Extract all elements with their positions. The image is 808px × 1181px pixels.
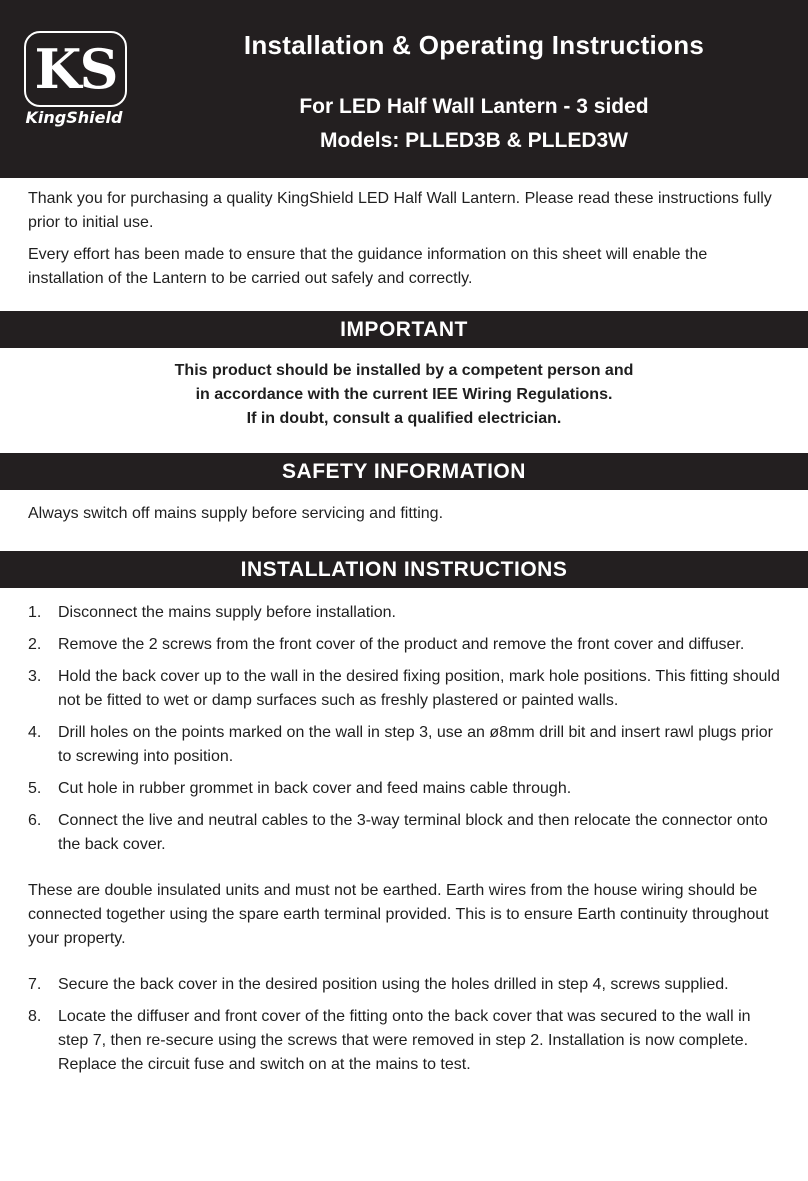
step-number: 2. [28, 636, 42, 653]
safety-text: Always switch off mains supply before servicing and fitting. [28, 505, 444, 522]
intro-paragraph-1: Thank you for purchasing a quality KingShield LED Half Wall Lantern. Please read these instructions fully prior to initial use. [28, 190, 772, 231]
step-text: Drill holes on the points marked on the wall in step 3, use an ø8mm drill bit and insert rawl plugs prior to screwing into position. [58, 724, 773, 765]
step-number: 3. [28, 668, 42, 685]
installation-section [0, 588, 808, 1077]
list-item [28, 665, 780, 713]
logo-wordmark: KingShield [25, 108, 123, 127]
header [0, 0, 808, 178]
step-number: 5. [28, 780, 42, 797]
important-notice [0, 348, 808, 431]
subtitle-product: For LED Half Wall Lantern - 3 sided [299, 95, 649, 118]
safety-heading: SAFETY INFORMATION [0, 453, 808, 490]
step-number: 4. [28, 724, 42, 741]
step-text: Remove the 2 screws from the front cover of the product and remove the front cover and diffuser. [58, 636, 745, 653]
step-text: Disconnect the mains supply before installation. [58, 604, 396, 621]
installation-steps [28, 588, 780, 857]
step-text: Locate the diffuser and front cover of the fitting onto the back cover that was secured to the wall in step 7, then re-secure using the screws that were removed in step 2. Installation is now complete. Replace the circuit fuse and switch on at the mains to test. [58, 1008, 751, 1073]
installation-steps-continued [28, 973, 780, 1077]
intro-section [0, 178, 808, 291]
intro-paragraph-2: Every effort has been made to ensure that the guidance information on this sheet will enable the installation of the Lantern to be carried out safely and correctly. [28, 246, 708, 287]
list-item [28, 809, 780, 857]
list-item [28, 777, 780, 801]
kingshield-logo [24, 31, 127, 107]
list-item [28, 601, 780, 625]
important-heading: IMPORTANT [0, 311, 808, 348]
important-line-1: This product should be installed by a competent person and [174, 362, 634, 379]
list-item [28, 1005, 780, 1077]
subtitle-models: Models: PLLED3B & PLLED3W [319, 129, 629, 152]
document-subtitle [150, 90, 798, 158]
earthing-note: These are double insulated units and must not be earthed. Earth wires from the house wiring should be connected together using the spare earth terminal provided. This is to ensure Earth continuity throughout your property. [28, 882, 769, 947]
step-number: 1. [28, 604, 42, 621]
step-text: Hold the back cover up to the wall in the desired fixing position, mark hole positions. This fitting should not be fitted to wet or damp surfaces such as freshly plastered or painted walls. [58, 668, 780, 709]
list-item [28, 721, 780, 769]
step-text: Cut hole in rubber grommet in back cover and feed mains cable through. [58, 780, 572, 797]
list-item [28, 633, 780, 657]
step-text: Connect the live and neutral cables to the 3-way terminal block and then relocate the connector onto the back cover. [58, 812, 768, 853]
step-number: 7. [28, 976, 42, 993]
installation-heading: INSTALLATION INSTRUCTIONS [0, 551, 808, 588]
list-item [28, 973, 780, 997]
important-line-3: If in doubt, consult a qualified electrician. [246, 410, 562, 427]
step-number: 6. [28, 812, 42, 829]
important-line-2: in accordance with the current IEE Wiring Regulations. [195, 386, 613, 403]
document-title: Installation & Operating Instructions [243, 30, 705, 60]
logo-letters: KS [34, 37, 117, 101]
step-text: Secure the back cover in the desired position using the holes drilled in step 4, screws supplied. [58, 976, 729, 993]
step-number: 8. [28, 1008, 42, 1025]
